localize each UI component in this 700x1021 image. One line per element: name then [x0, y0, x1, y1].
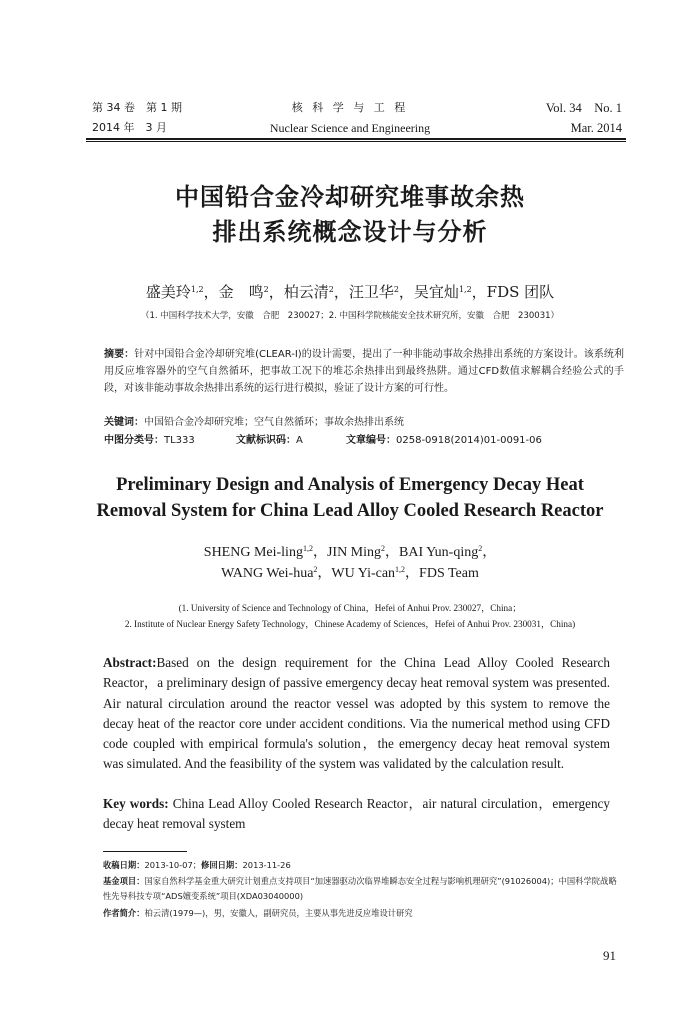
abstract-en	[103, 653, 610, 775]
clc-value: TL333	[164, 435, 195, 446]
author-zh-1-affil: 1,2	[190, 285, 204, 294]
authors-zh	[0, 281, 700, 303]
header-date-zh: 2014 年 3 月	[92, 121, 167, 134]
header-journal-zh: 核 科 学 与 工 程	[291, 101, 409, 114]
page-number: 91	[603, 948, 616, 963]
author-en-1-affil: 1,2	[302, 544, 313, 553]
author-zh-3: ，柏云清	[268, 283, 329, 301]
affiliation-zh: （1. 中国科学技术大学，安徽 合肥 230027；2. 中国科学院核能安全技术研究所，安徽 合肥 230031）	[140, 311, 560, 321]
author-en-4: WANG Wei-hua	[221, 566, 314, 581]
author-zh-1: 盛美玲	[145, 283, 191, 301]
header-rule-thin	[86, 141, 626, 142]
doc-code-label: 文献标识码：	[236, 435, 296, 446]
author-en-2: ，JIN Ming	[312, 545, 382, 560]
author-en-2-affil: 2	[381, 544, 386, 553]
keywords-en-text: China Lead Alloy Cooled Research Reactor，air natural circulation，emergency decay heat removal system	[103, 796, 610, 832]
author-en-5: ，WU Yi-can	[317, 566, 396, 581]
author-en-1: SHENG Mei-ling	[203, 545, 303, 560]
author-zh-6: ，FDS 团队	[471, 283, 555, 301]
header-date-en: Mar. 2014	[570, 121, 622, 135]
title-en-line1: Preliminary Design and Analysis of Emergency Decay Heat	[116, 475, 584, 495]
title-en-line2: Removal System for China Lead Alloy Cooled Research Reactor	[96, 501, 604, 521]
revised-date-value: 2013-11-26	[242, 860, 291, 870]
article-number-value: 0258-0918(2014)01-0091-06	[396, 435, 542, 446]
affiliation-en-line1: (1. University of Science and Technology of China，Hefei of Anhui Prov. 230027，China；	[178, 603, 522, 613]
author-zh-4-affil: 2	[393, 285, 399, 294]
author-zh-2-affil: 2	[263, 285, 269, 294]
header-journal-en: Nuclear Science and Engineering	[269, 121, 431, 135]
footnote-funding	[103, 874, 623, 904]
footnote-author-bio	[103, 906, 623, 921]
keywords-en	[103, 794, 610, 835]
abstract-zh-text: 针对中国铅合金冷却研究堆(CLEAR-I)的设计需要，提出了一种非能动事故余热排出系统的方案设计。该系统利用反应堆容器外的空气自然循环，把事故工况下的堆芯余热排出到最终热阱。通过CFD数值求解耦合经验公式的手段，对该非能动事故余热排出系统的运行进行模拟，验证了设计方案的可行性。	[104, 349, 624, 394]
received-date-value: 2013-10-07；	[144, 860, 202, 870]
keywords-zh	[104, 414, 624, 431]
doc-code-value: A	[296, 435, 303, 446]
author-en-3-separator: ，	[482, 545, 497, 560]
received-date-label: 收稿日期：	[103, 860, 145, 870]
keywords-zh-text: 中国铅合金冷却研究堆；空气自然循环；事故余热排出系统	[144, 417, 404, 428]
author-en-3: ，BAI Yun-qing	[385, 545, 479, 560]
title-zh-line1: 中国铅合金冷却研究堆事故余热	[175, 183, 525, 211]
abstract-en-label: Abstract:	[103, 655, 157, 670]
author-bio-text: 柏云清(1979—)，男，安徽人，副研究员，主要从事先进反应堆设计研究	[144, 908, 413, 918]
abstract-zh	[104, 346, 624, 397]
footnote-rule	[103, 851, 187, 852]
authors-en-line1	[0, 542, 700, 563]
authors-en-line2	[0, 563, 700, 584]
author-en-4-affil: 2	[313, 565, 318, 574]
author-bio-label: 作者简介：	[103, 908, 145, 918]
keywords-en-label: Key words:	[103, 796, 169, 811]
keywords-zh-label: 关键词：	[104, 417, 144, 428]
affiliation-en-line2: 2. Institute of Nuclear Energy Safety Technology，Chinese Academy of Sciences，Hefei of Anhui Prov. 230031，China)	[124, 619, 576, 629]
author-en-3-affil: 2	[478, 544, 483, 553]
header-volume-issue-en: Vol. 34 No. 1	[545, 101, 622, 115]
title-zh-line2: 排出系统概念设计与分析	[212, 218, 488, 246]
author-zh-2: ，金 鸣	[203, 283, 264, 301]
author-en-5-affil: 1,2	[395, 565, 406, 574]
author-en-6: ，FDS Team	[405, 566, 479, 581]
abstract-zh-label: 摘要：	[104, 349, 135, 360]
author-zh-5: ，吴宜灿	[398, 283, 459, 301]
header-right	[546, 98, 622, 138]
author-zh-3-affil: 2	[328, 285, 334, 294]
clc-label: 中图分类号：	[104, 435, 164, 446]
footnote-dates	[103, 858, 623, 873]
article-number-label: 文章编号：	[346, 435, 396, 446]
abstract-en-text: Based on the design requirement for the China Lead Alloy Cooled Research Reactor，a preliminary design of passive emergency decay heat removal system was presented. Air natural circulation around the reactor vessel was adopted by this system to remove the decay heat of the reactor core under accident conditions. Via the numerical method using CFD code coupled with empirical formula's solution，the emergency decay heat removal system was simulated. And the feasibility of the system was validated by the calculation result.	[103, 655, 610, 772]
author-zh-5-affil: 1,2	[458, 285, 472, 294]
revised-date-label: 修回日期：	[201, 860, 243, 870]
author-zh-4: ，汪卫华	[333, 283, 394, 301]
header-rule-thick	[86, 138, 626, 140]
funding-text: 国家自然科学基金重大研究计划重点支持项目“加速器驱动次临界堆瞬态安全过程与影响机理研究”(91026004)；中国科学院战略性先导科技专项“ADS嬗变系统”项目(XDA03040000)	[103, 876, 617, 901]
header-volume-issue-zh: 第 34 卷 第 1 期	[92, 101, 182, 114]
funding-label: 基金项目：	[103, 876, 145, 886]
